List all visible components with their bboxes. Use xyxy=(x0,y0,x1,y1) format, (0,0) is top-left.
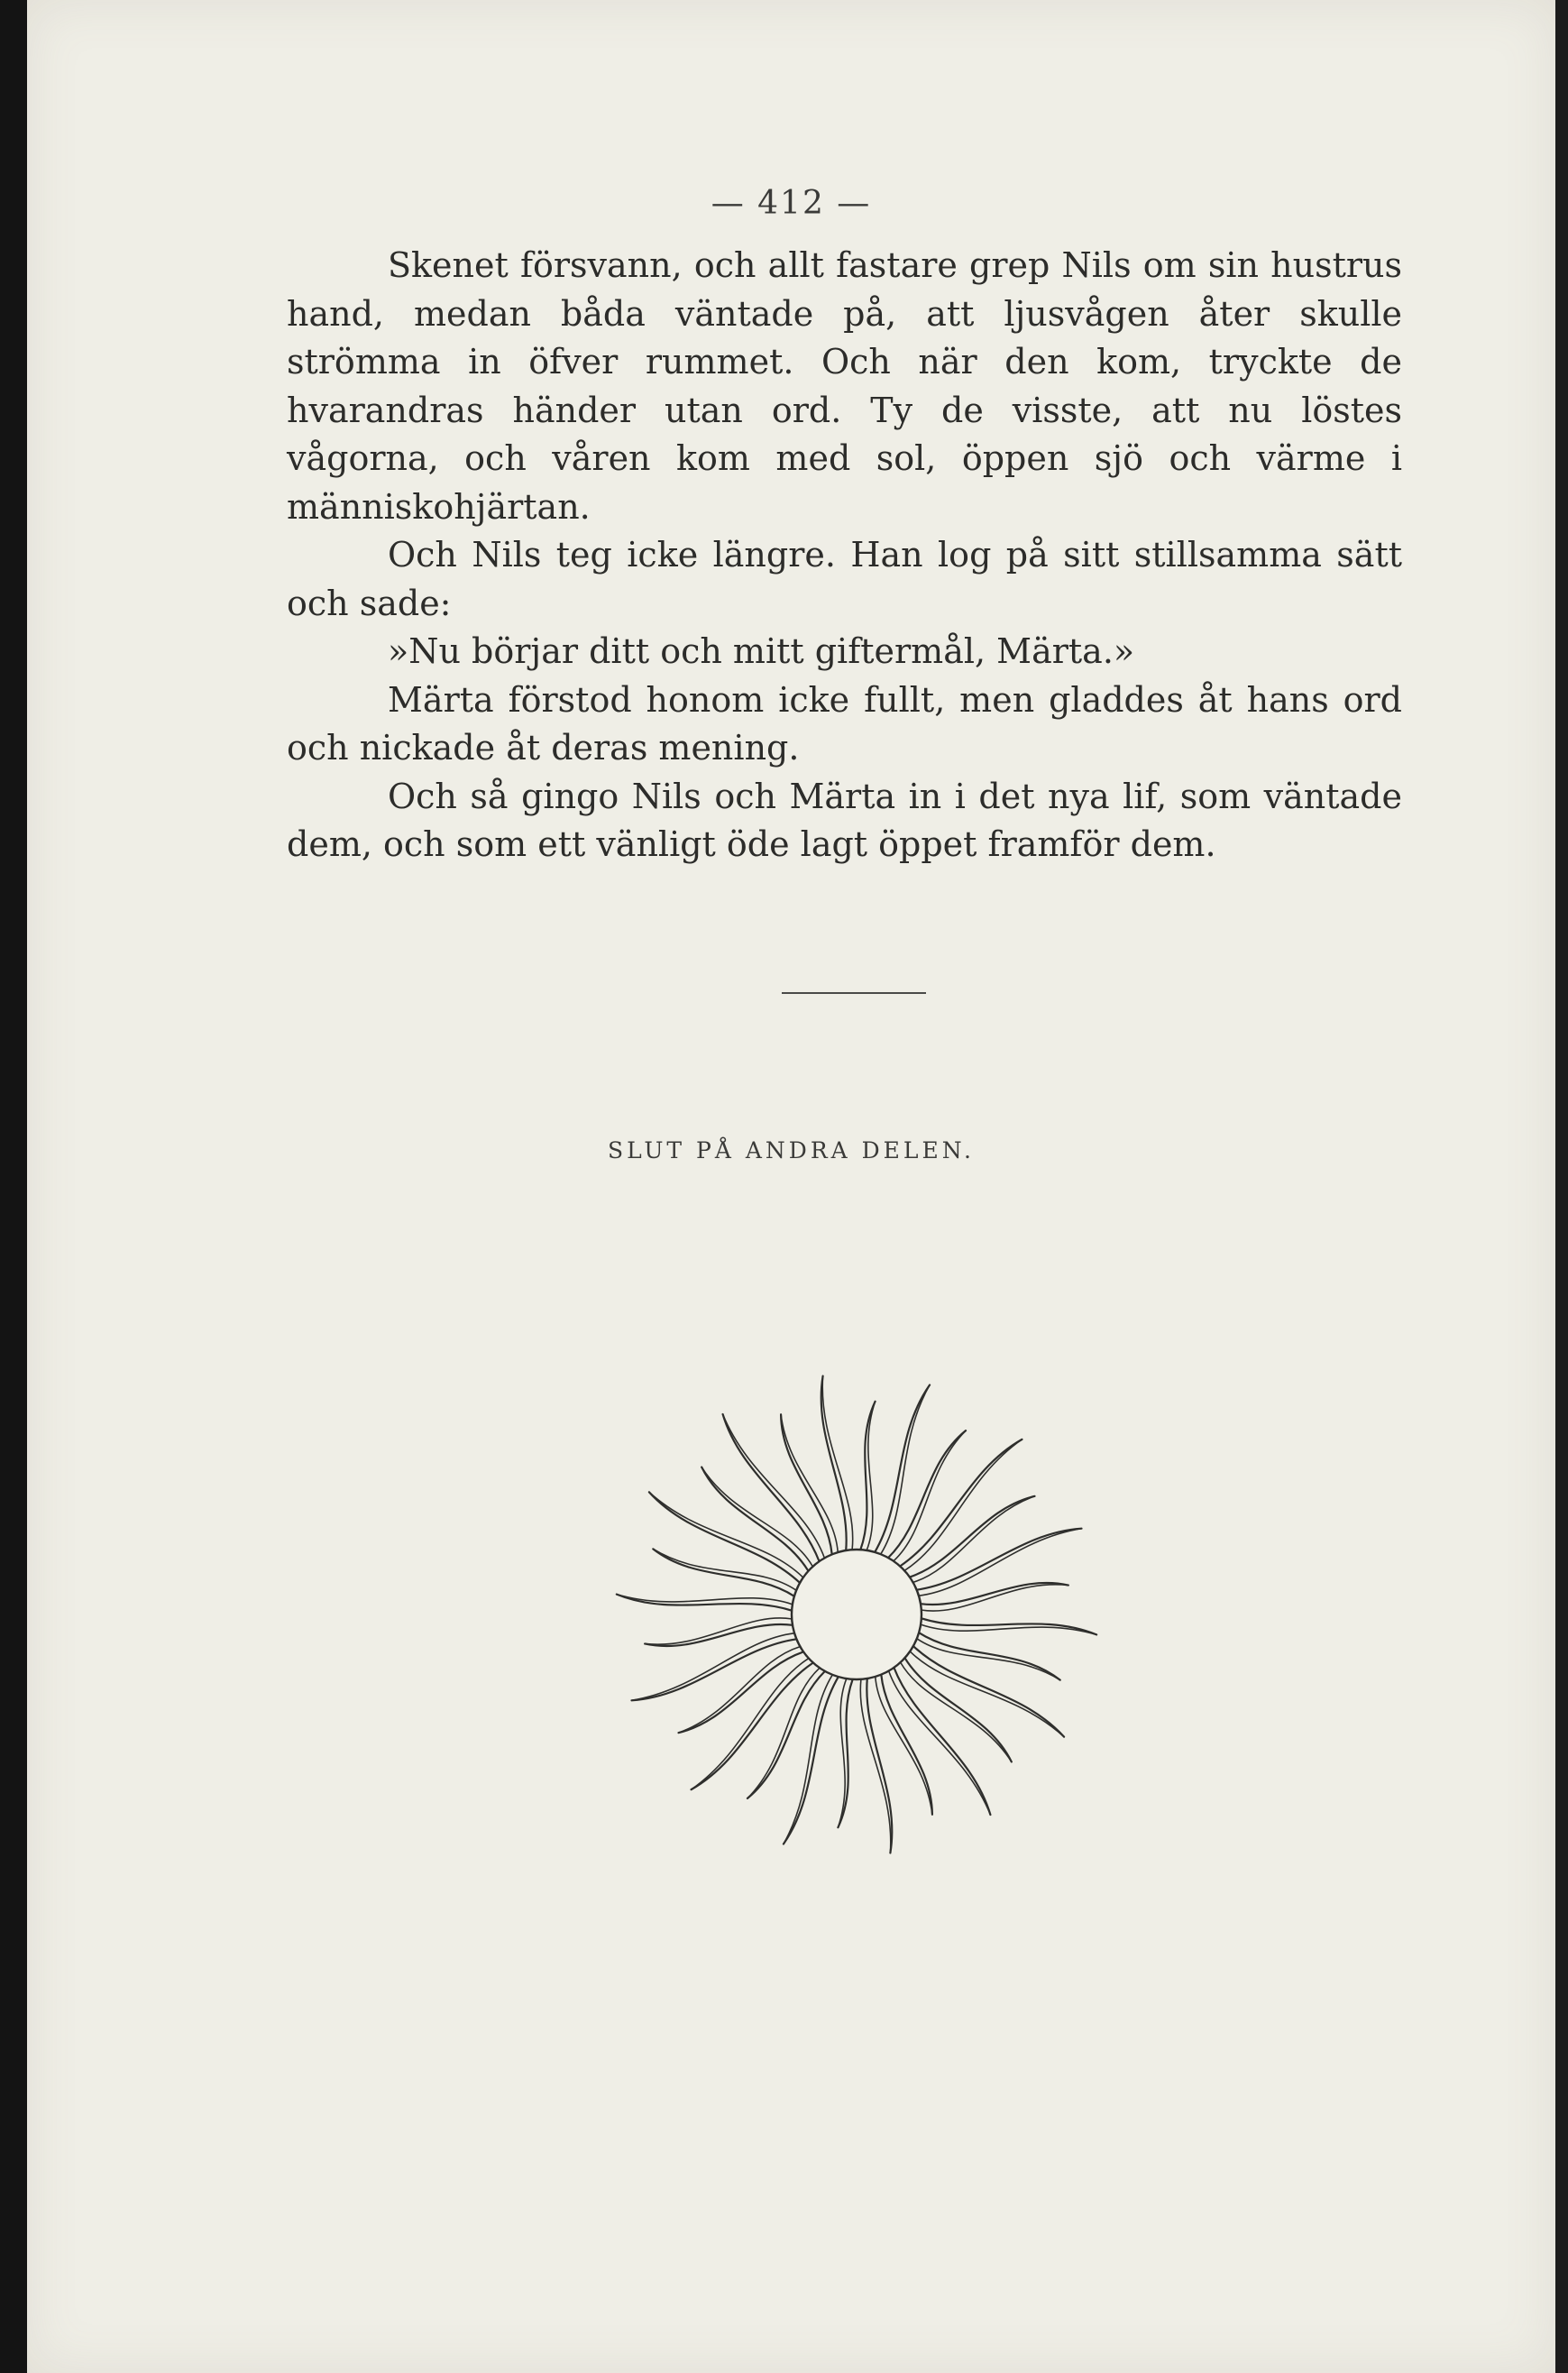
sun-ray xyxy=(900,1439,1022,1567)
sun-ornament-icon xyxy=(604,1362,1109,1867)
sun-ray-inner xyxy=(653,1549,796,1590)
sun-ray xyxy=(904,1658,1011,1761)
paragraph-4: Märta förstod honom icke fullt, men gladdes åt hans ord och nickade åt deras mening. xyxy=(287,679,1402,768)
sun-ray xyxy=(645,1624,793,1646)
sun-disc xyxy=(792,1550,922,1679)
sun-ray xyxy=(784,1677,839,1844)
sun-ray-inner xyxy=(701,1467,812,1567)
paragraph-2: Och Nils teg icke längre. Han log på sitt stillsamma sätt och sade: xyxy=(287,535,1402,623)
sun-ray xyxy=(875,1385,930,1552)
scan-border-right xyxy=(1555,0,1568,2373)
sun-ray xyxy=(881,1675,932,1815)
page-number: — 412 — xyxy=(711,185,872,222)
sun-ray-inner xyxy=(922,1585,1068,1611)
sun-ray-inner xyxy=(860,1679,891,1853)
sun-ray xyxy=(617,1595,792,1611)
sun-ray xyxy=(678,1651,803,1733)
sun-ray xyxy=(701,1467,808,1571)
sun-ray-inner xyxy=(917,1639,1060,1680)
sun-ray-inner xyxy=(822,1376,853,1550)
sun-ray xyxy=(860,1402,875,1550)
sun-ray-inner xyxy=(919,1529,1081,1596)
sun-ray-inner xyxy=(904,1439,1022,1570)
sun-ray-inner xyxy=(649,1492,803,1577)
sun-ray-inner xyxy=(881,1385,930,1554)
sun-ray xyxy=(781,1414,832,1554)
sun-ray-inner xyxy=(901,1662,1012,1761)
scan-border-left xyxy=(0,0,27,2373)
sun-ray-inner xyxy=(645,1618,792,1644)
section-divider-rule xyxy=(782,992,926,994)
body-text xyxy=(287,242,1402,869)
sun-ray-inner xyxy=(784,1675,832,1844)
book-page xyxy=(27,0,1555,2373)
sun-ray-inner xyxy=(692,1659,809,1789)
paragraph-3: »Nu börjar ditt och mitt giftermål, Märta.» xyxy=(388,631,1135,671)
paragraph-5: Och så gingo Nils och Märta in i det nya lif, som väntade dem, och som ett vänligt öde lagt öppet framför dem. xyxy=(287,776,1402,864)
closing-caption: SLUT PÅ ANDRA DELEN. xyxy=(607,1137,976,1164)
sun-ray-inner xyxy=(632,1633,794,1700)
sun-ray xyxy=(692,1662,813,1789)
sun-ray xyxy=(838,1679,852,1827)
sun-ray-inner xyxy=(910,1651,1064,1736)
sun-ray xyxy=(922,1618,1096,1634)
paragraph-1: Skenet försvann, och allt fastare grep Nils om sin hustrus hand, medan båda väntade på, att ljusvågen åter skulle strömma in öfver rummet. Och när den kom, tryckte de hvarandras händer utan ord. Ty de visste, att nu löstes vågorna, och våren kom med sol, öppen sjö och värme i människohjärtan. xyxy=(287,245,1402,527)
sun-ray xyxy=(921,1583,1068,1605)
sun-ray xyxy=(910,1496,1035,1577)
